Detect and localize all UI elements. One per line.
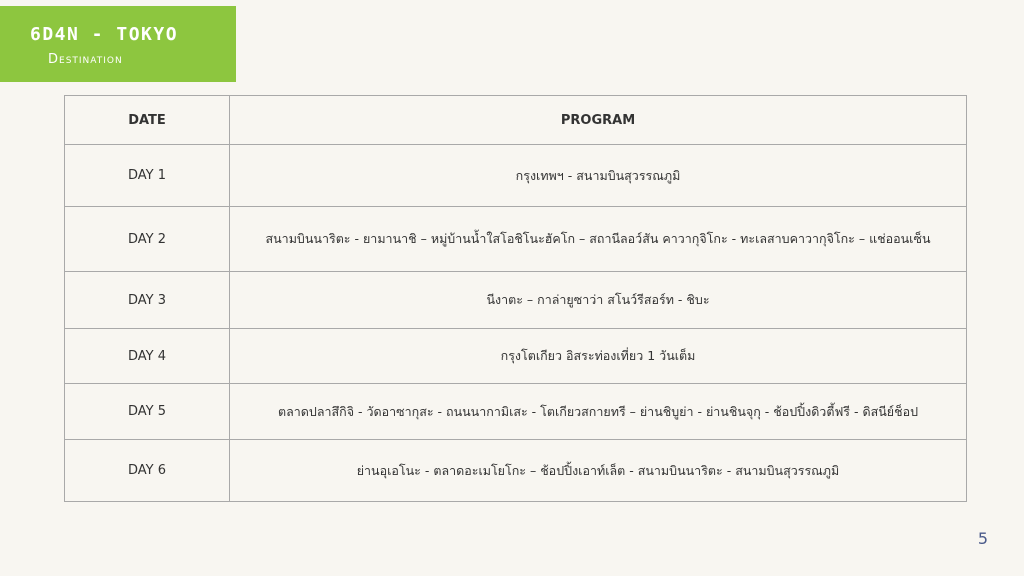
- table-row: [65, 329, 967, 384]
- table-row: [65, 207, 967, 272]
- program-text: สนามบินนาริตะ - ยามานาชิ – หมู่บ้านน้ำใสโอชิโนะฮัคโก – สถานีลอว์สัน คาวากุจิโกะ - ทะเลสาบคาวากุจิโกะ – แช่ออนเซ็น: [265, 231, 931, 246]
- program-cell: [230, 145, 967, 207]
- title-banner: [0, 6, 236, 82]
- day-cell: DAY 5: [65, 384, 230, 440]
- column-header-date: DATE: [65, 96, 230, 145]
- table-row: [65, 145, 967, 207]
- trip-title: 6D4N - TOKYO: [30, 24, 179, 45]
- program-cell: [230, 329, 967, 384]
- column-header-program: PROGRAM: [230, 96, 967, 145]
- day-cell: DAY 4: [65, 329, 230, 384]
- table-row: [65, 272, 967, 329]
- table-header-row: [65, 96, 967, 145]
- program-cell: [230, 207, 967, 272]
- program-text: นีงาตะ – กาล่ายูซาว่า สโนว์รีสอร์ท - ชิบะ: [486, 292, 710, 307]
- program-text: ตลาดปลาสึกิจิ - วัดอาซากุสะ - ถนนนากามิเสะ - โตเกียวสกายทรี – ย่านชิบูย่า - ย่านชินจุกุ - ช้อปปิ้งดิวตี้ฟรี - ดิสนีย์ช็อป: [277, 403, 919, 419]
- day-cell: DAY 6: [65, 440, 230, 502]
- trip-subtitle: Destination: [48, 52, 123, 67]
- table-row: [65, 384, 967, 440]
- table-row: [65, 440, 967, 502]
- day-cell: DAY 3: [65, 272, 230, 329]
- itinerary-table: [64, 95, 967, 502]
- day-cell: DAY 1: [65, 145, 230, 207]
- program-text: ย่านอุเอโนะ - ตลาดอะเมโยโกะ – ช้อปปิ้งเอาท์เล็ต - สนามบินนาริตะ - สนามบินสุวรรณภูมิ: [356, 462, 840, 478]
- page-number: 5: [977, 529, 988, 548]
- program-text: กรุงเทพฯ - สนามบินสุวรรณภูมิ: [515, 167, 681, 183]
- day-cell: DAY 2: [65, 207, 230, 272]
- program-text: กรุงโตเกียว อิสระท่องเที่ยว 1 วันเต็ม: [500, 348, 696, 363]
- program-cell: [230, 384, 967, 440]
- program-cell: [230, 440, 967, 502]
- program-cell: [230, 272, 967, 329]
